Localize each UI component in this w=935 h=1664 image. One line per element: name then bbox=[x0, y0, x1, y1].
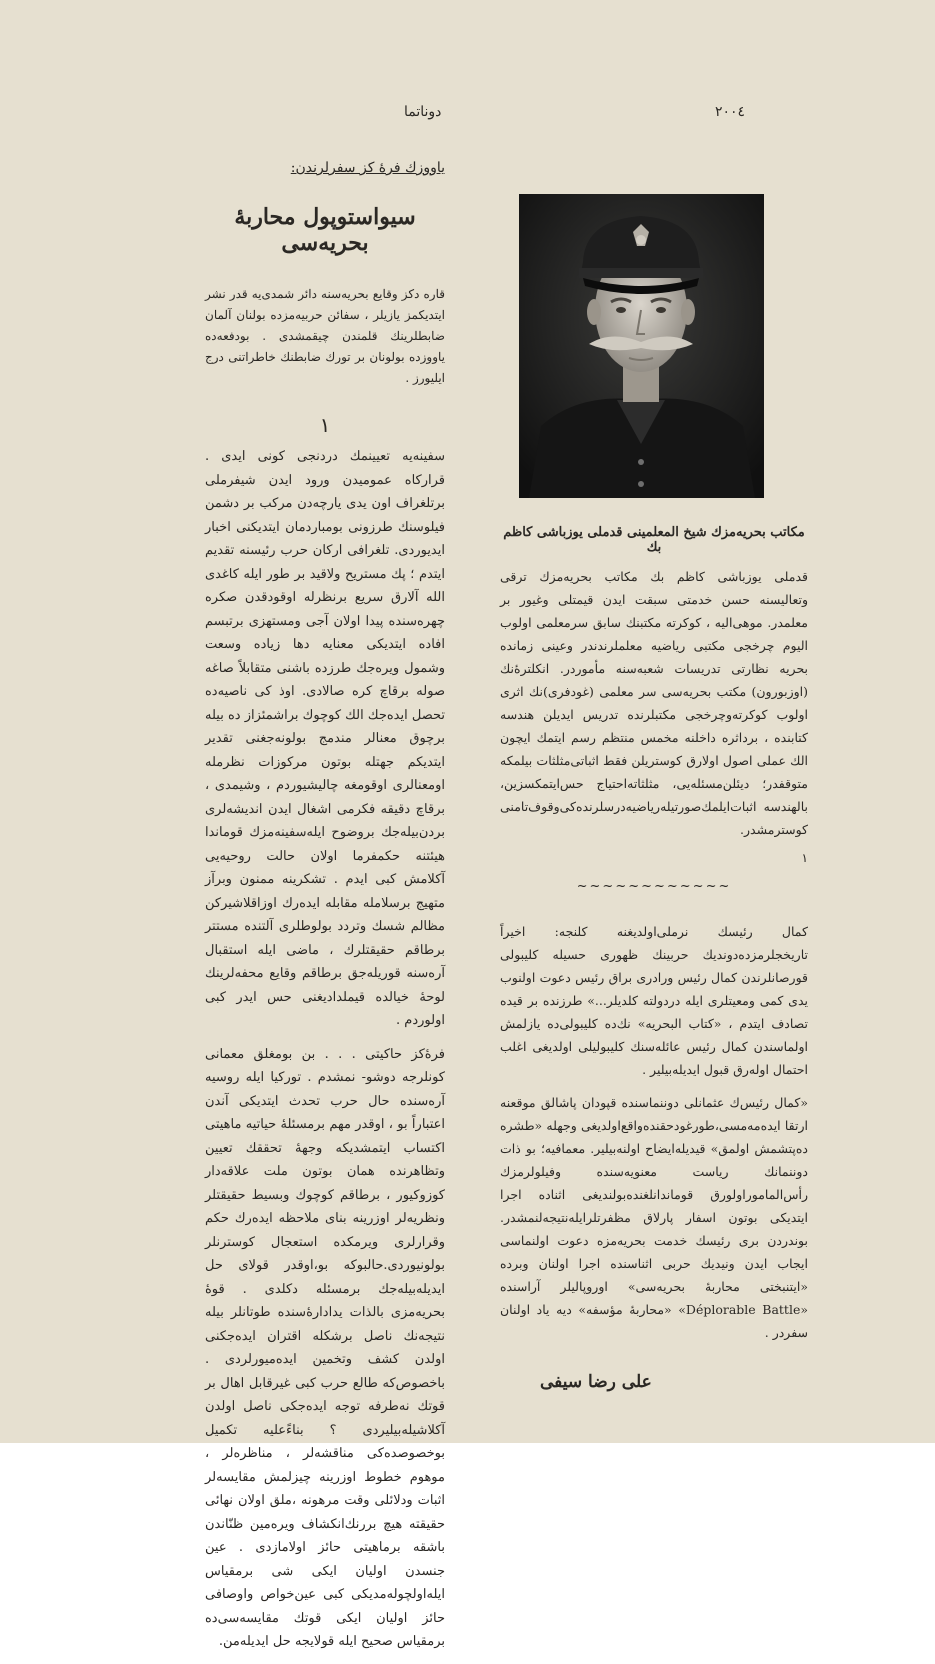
portrait-photo bbox=[519, 194, 764, 498]
article-paragraph: سفینه‌یه تعیینمك دردنجی کونی ایدی . قرارکاه عمومیدن ورود ایدن شیفرملی برتلغراف اون یدی یارچه‌دن مرکب بر دشمن فیلوسنك طرزونی بومباردمان ایتدیکنی اخبار ایدیوردی. تلغرافی ارکان حرب رئیسنه تقدیم ایتدم ؛ پك مستریح ولاقید بر طور ایله کاغدی الله آلارق سریع برنظرله اوقودقدن صکره چهره‌سنده پیدا اولان آجی ومستهزی برتبسم افاده ایتدیکی معنایه دها زیاده وسعت وشمول ویره‌جك طرزده باشنی متقابلاً صاغه صوله برقاچ کره صالادی. اوذ کی ناصیه‌ده تحصل ایده‌جك الك کوچوك براشمئزاز ده بیله برچوق معنالر مندمج بولونه‌جغنی تقدیر ایتدیکم جهتله بوتون مرکوزات نظرمله اومعنالری اوقومغه چالیشیوردم ، وشیمدی ، برقاچ دقیقه فکرمی اشغال ایدن اندیشه‌لری بردن‌بیله‌جك بروضوح ایله‌سفینه‌مزك قوماندا هیئتنه حکمفرما اولان حالت روحیه‌یی آکلامش کبی ایدم . تشکرینه ممنون وبرآز متهیج برسلامله مقابله ایده‌رك اوزاقلاشیرکن مظالم شسك وتردد بولوطلری آلتنده مستتر برطاقم حقیقتلرك ، ماضی ایله استقبال آره‌سنه قوریله‌جق برطاقم وقایع محفه‌لرینك لوحهٔ خیالده قیملدادیغنی حس ایدر کبی اولوردم . bbox=[205, 449, 445, 1028]
sidebar-paragraph: کمال رئیسك نرملی‌اولدیغنه کلنجه: اخیراً تاریخجلرمزده‌دوندیك حربینك ظهوری حسیله کلیبولی قورصانلرندن کمال رئیس ورادری براق رئیس دعوت اولنوب یدی کمی ومعیتلری ایله دردولته کلدیلر...» طرزنده بر قیده تصادف ایتدم ، «کتاب البحریه» نك‌ده کلیبولی‌ده یازلمش اولماسندن کمال رئیس عائله‌سنك کلیبولیلی اولدیغی اغلب احتمال اوله‌رق قبول ایدیله‌بیلیر . bbox=[500, 924, 808, 1077]
bio-paragraph: قدملی یوزباشی کاظم بك مکاتب بحریه‌مزك ترقی وتعالیسنه حسن خدمتی سبقت ایدن قیمتلی وغیور بر معلمدر. موهی‌الیه ، کوکرته مکتبنك سابق سرمعلمی اولوب الیوم چرخجی مکتبی ریاضیه معلملرندندر وعینی زمانده بحریه نظارتی تدریسات شعبه‌سنه مأموردر. انکلترهٔ‌نك (اوزبورون) مکتب بحریه‌سی سر معلمی (غودفری)‌نك اثری اولوب کوکرته‌وچرخجی مکتبلرنده تدریس ایدیلن هندسه کتابنده ، برداثره داخلنه مخمس منتظم رسم ایتمك ایچون الك عملی اصول اولارق کوستریلن فقط اثباتی‌مثلثات‌ بیلمکه متوقفدر؛ دیئلن‌مسئله‌یی، مثلثاته‌احتیاج حس‌ایتمکسزین، بالهندسه اثبات‌ایلمك‌صورتیله‌ریاضیه‌درسلرنده‌کی‌وقوف‌تامنی کوسترمشدر. bbox=[500, 569, 808, 837]
photo-caption: مکاتب بحریه‌مزك شیخ المعلمینی قدملی یوزباشی کاظم بك bbox=[503, 525, 805, 555]
portrait-image bbox=[519, 194, 764, 498]
article-title: سیواستوپول محاربهٔ بحریه‌سی bbox=[234, 204, 416, 256]
page-number: ۲۰۰٤ bbox=[715, 104, 746, 120]
article-intro: قاره دکز وقایع بحریه‌سنه دائر شمدی‌یه قدر نشر ایتدیکمز یازیلر ، سفائن حربیه‌مزده بولنان آلمان ضابطلرینك قلمندن چیقمشدی . بودفعه‌ده یاووزده بولونان بر تورك ضابطنك خاطراتنی درج ایلیورز . bbox=[205, 287, 445, 385]
series-note: یاووزك فرهٔ کز سفرلرندن: bbox=[290, 160, 445, 176]
sidebar-paragraph: «کمال رئیس‌ك عثمانلی دوننماسنده قپودان پاشالق موقعنه ارتقا ایده‌مه‌مسی،طورغودحقنده‌واقع‌اولدیغی وجهله «طشره ده‌پتشمش اولمق» قیدیله‌ایضاح اولنه‌بیلیر. معمافیه؛ بو ذات دوننمانك ریاست معنویه‌سنده وفیلولرمزك رأس‌الماموراولورق قوماندانلغنده‌بولندیغی اثناده اجرا ایتدیکی بوتون اسفار پارلاق مظفرتلرایله‌نتیجه‌لنمشدر. بوندردن بری رئیسك خدمت بحریه‌مزه دعوت اولنماسی ایجاب ایدن ونیدیك حربی اثناسنده اجرا اولنان وبرده «ایتنبختی محاربهٔ بحریه‌سی» اوروپالیلر آراسنده «Déplorable Battle» «محاربهٔ مؤسفه» دیه یاد اولنان سفردر . bbox=[500, 1095, 808, 1340]
sidebar-column bbox=[500, 525, 808, 1392]
running-head: دوناتما bbox=[404, 104, 442, 120]
section-number: ۱ bbox=[319, 413, 331, 437]
footnote-mark: ۱ bbox=[801, 851, 808, 865]
article-column bbox=[205, 160, 445, 1664]
section-divider: ~~~~~~~~~~~~ bbox=[576, 879, 732, 894]
author-signature: علی رضا سیفی bbox=[540, 1372, 652, 1392]
article-paragraph: فرهٔ‌کز حاکیتی . . . بن بومغلق معمانی کونلرجه دوشو- نمشدم . تورکیا ایله روسیه آره‌سنده حال حرب تحدث ایتدیکی آندن اعتباراً بو ، اوقدر مهم برمسئلهٔ حیاتیه ماهیتی اکتساب ایتمشدیکه وجههٔ تحققك تعیین وتظاهرنده همان بوتون ملت علاقه‌دار کوزوکیور ، برطاقم کوچوك وبسیط حقیقتلر ونظریه‌لر اوزرینه بنای ملاحظه ایده‌رك حکم وقرارلری ویرمکده استعجال کوسترنلر بولونیوردی.حالبوکه بو،اوقدر قولای حل ایدیله‌بیله‌جك برمسئله دکلدی . قوهٔ بحریه‌مزی بالذات یدادارهٔ‌سنده طوتانلر بیله نتیجه‌نك ناصل برشکله اقتران ایده‌جکنی اولدن کشف وتخمین ایده‌میورلردی . باخصوص‌که طالع حرب کبی غیرقابل اهال بر قوتك نه‌طرفه توجه ایده‌جکی ناصل اولدن آکلاشیله‌بیلیردی ؟ بناءً‌علیه تکمیل بوخصوصده‌کی مناقشه‌لر ، مناظره‌لر ، موهوم خطوط اوزرینه چیزلمش مقایسه‌لر اثبات ودلائلی وقت مرهونه ،ملق اولان نهائی حقیقته هیچ بررنك‌انکشاف ویره‌مین ظنّاندن باشقه برماهیتی حائز اولامازدی . عین جنسدن اولیان ایکی شی برمقیاس ایله‌اولچوله‌مدیکی کبی عین‌خواص واوصافی حائز اولیان ایکی قوتك مقایسه‌سی‌ده برمقیاس صحیح ایله قولایجه حل ایدیله‌من. bbox=[205, 1046, 445, 1649]
